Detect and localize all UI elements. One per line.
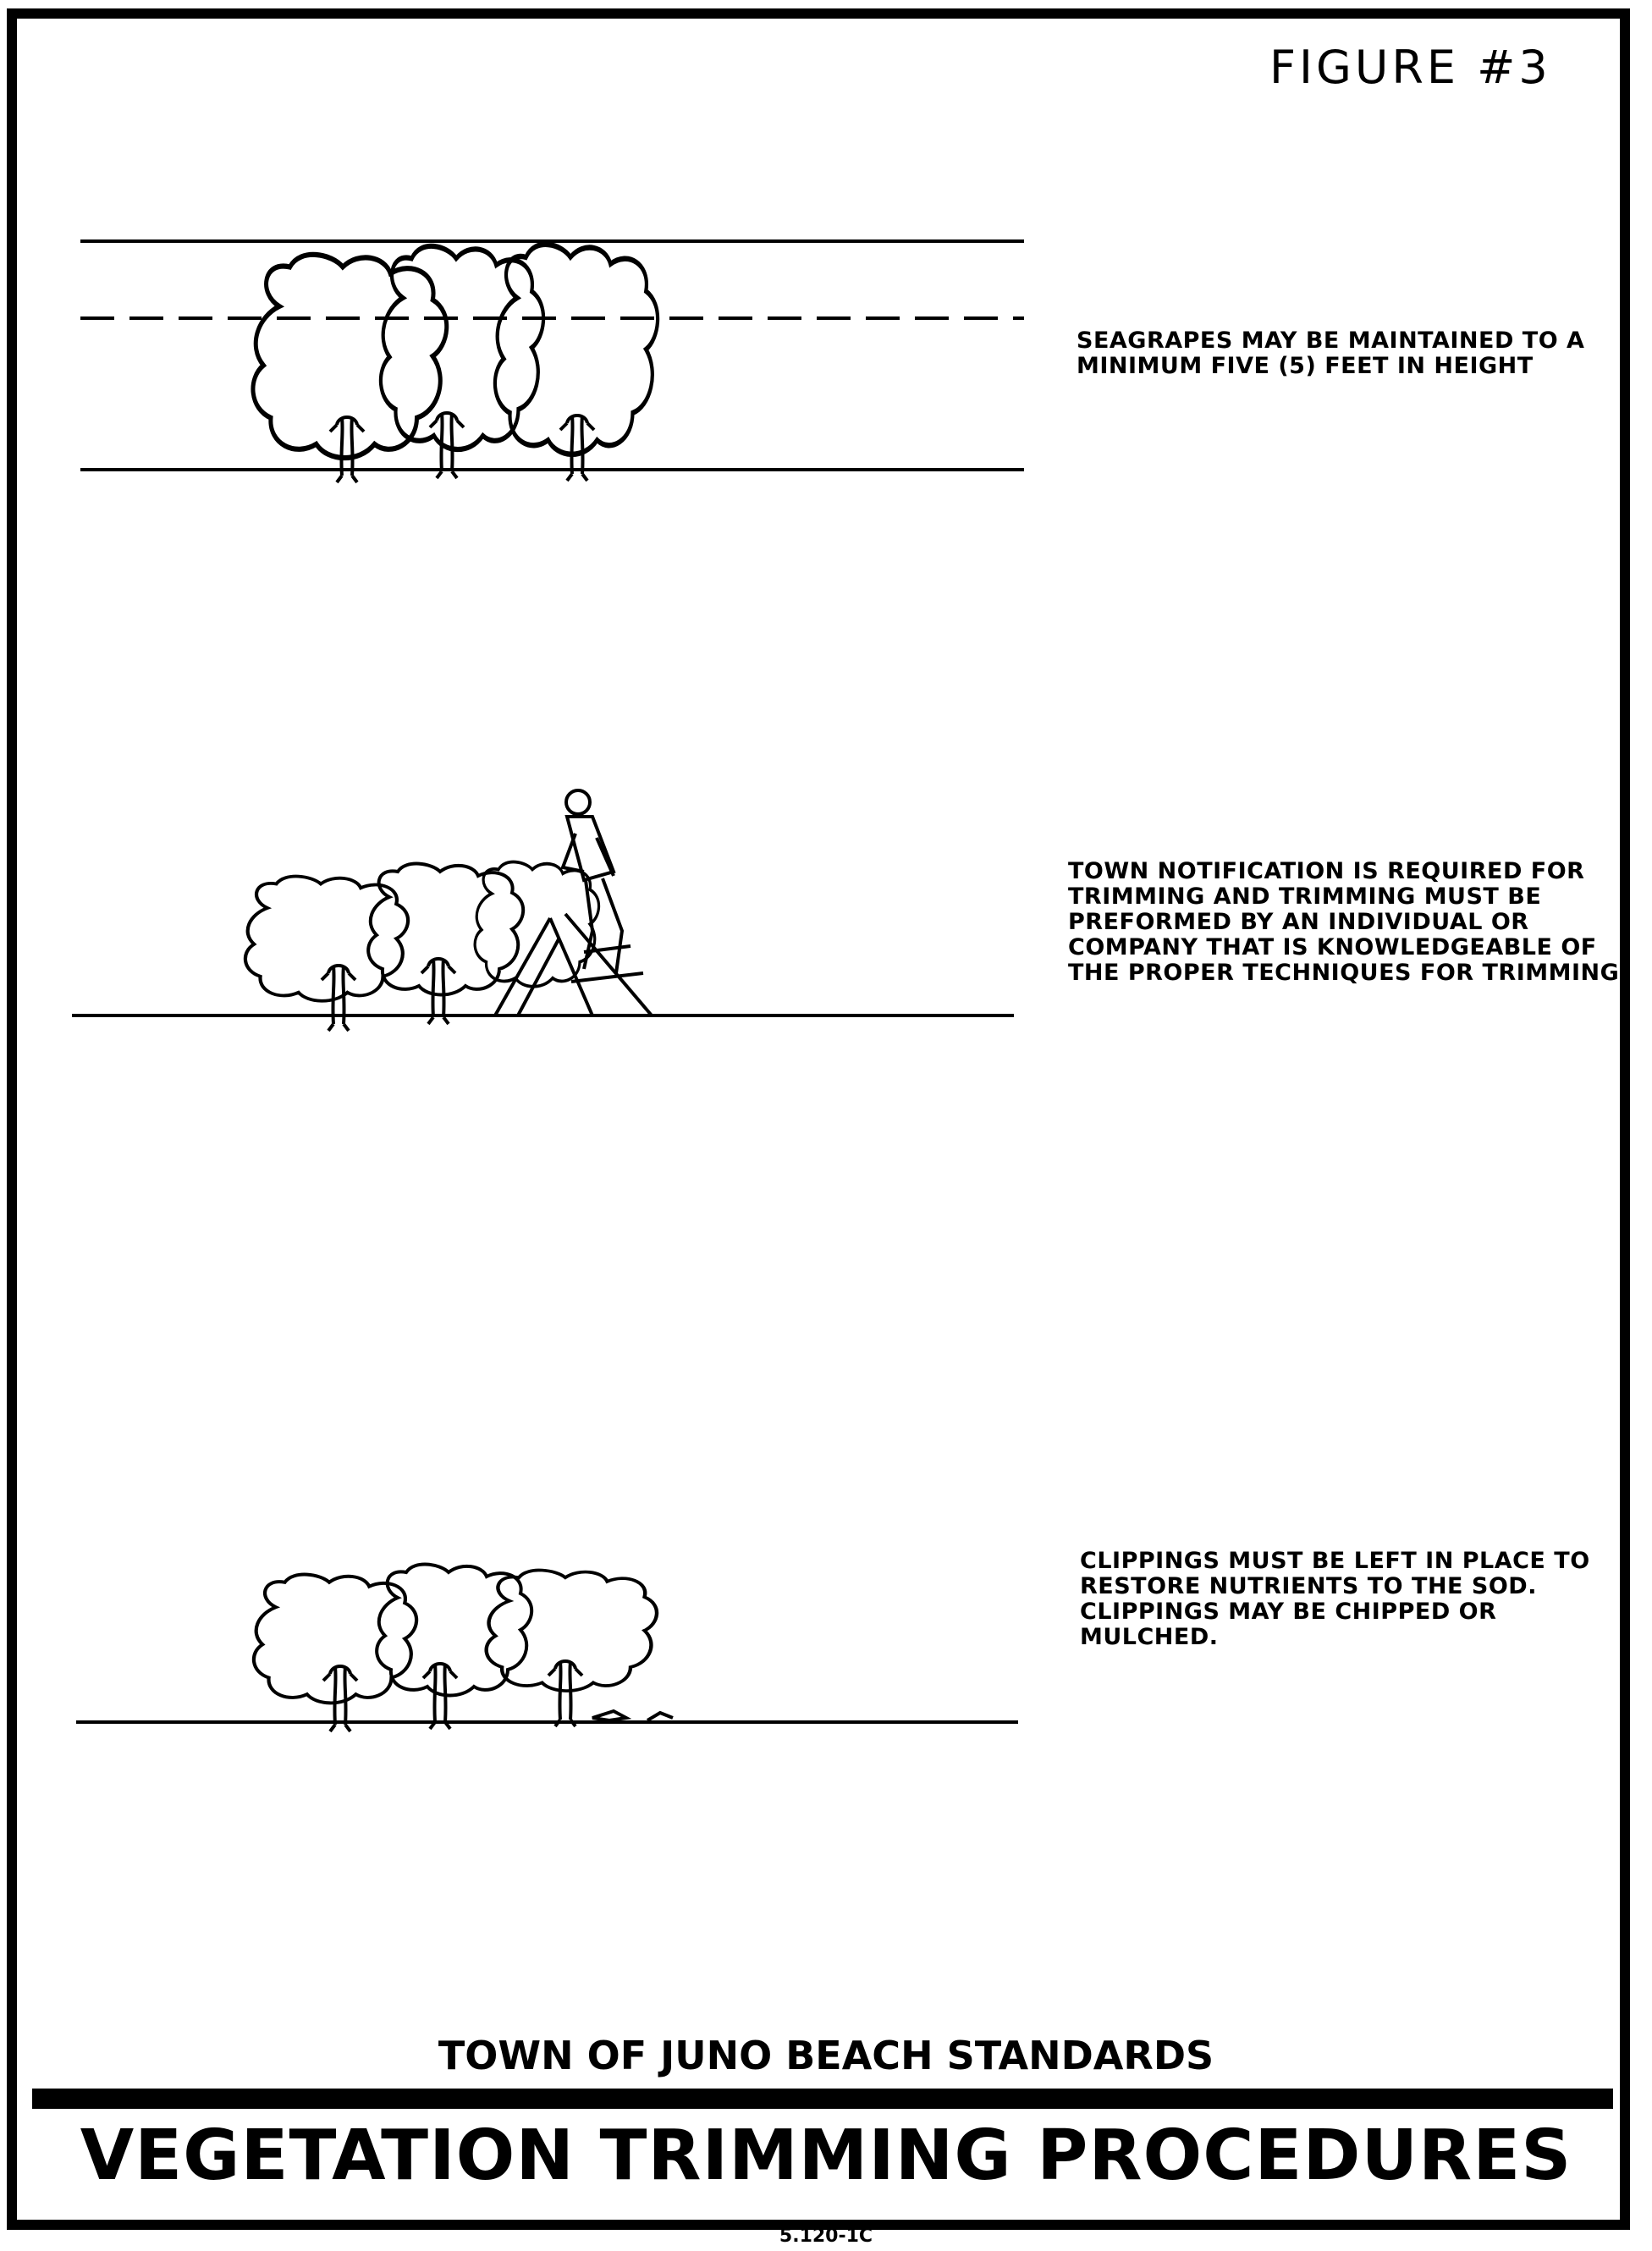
seagrape-height-note [1077, 328, 1584, 379]
note-line: COMPANY THAT IS KNOWLEDGEABLE OF [1068, 934, 1597, 960]
organization-heading: TOWN OF JUNO BEACH STANDARDS [438, 2033, 1214, 2078]
note-line: RESTORE NUTRIENTS TO THE SOD. [1080, 1573, 1537, 1599]
title-divider-bar [32, 2089, 1613, 2109]
note-line: SEAGRAPES MAY BE MAINTAINED TO A [1077, 327, 1585, 354]
sheet-number: 5.120-1C [779, 2226, 873, 2247]
note-line: CLIPPINGS MAY BE CHIPPED OR [1080, 1599, 1497, 1625]
ladder-icon [495, 914, 652, 1015]
seagrape-height-panel [80, 241, 1024, 482]
note-line: CLIPPINGS MUST BE LEFT IN PLACE TO [1080, 1548, 1590, 1574]
drawing-title: VEGETATION TRIMMING PROCEDURES [80, 2116, 1572, 2196]
clippings-debris-icon [592, 1711, 673, 1720]
clippings-note [1080, 1549, 1590, 1650]
note-line: TRIMMING AND TRIMMING MUST BE [1068, 883, 1542, 910]
note-line: MINIMUM FIVE (5) FEET IN HEIGHT [1077, 353, 1534, 379]
figure-label: FIGURE #3 [1269, 41, 1551, 94]
note-line: MULCHED. [1080, 1624, 1219, 1650]
clippings-panel [76, 1565, 1018, 1731]
note-line: TOWN NOTIFICATION IS REQUIRED FOR [1068, 858, 1585, 884]
note-line: PREFORMED BY AN INDIVIDUAL OR [1068, 909, 1529, 935]
trimming-notification-note [1068, 859, 1628, 986]
trimming-notification-panel [72, 790, 1014, 1031]
note-line: THE PROPER TECHNIQUES FOR TRIMMING. [1068, 960, 1629, 986]
